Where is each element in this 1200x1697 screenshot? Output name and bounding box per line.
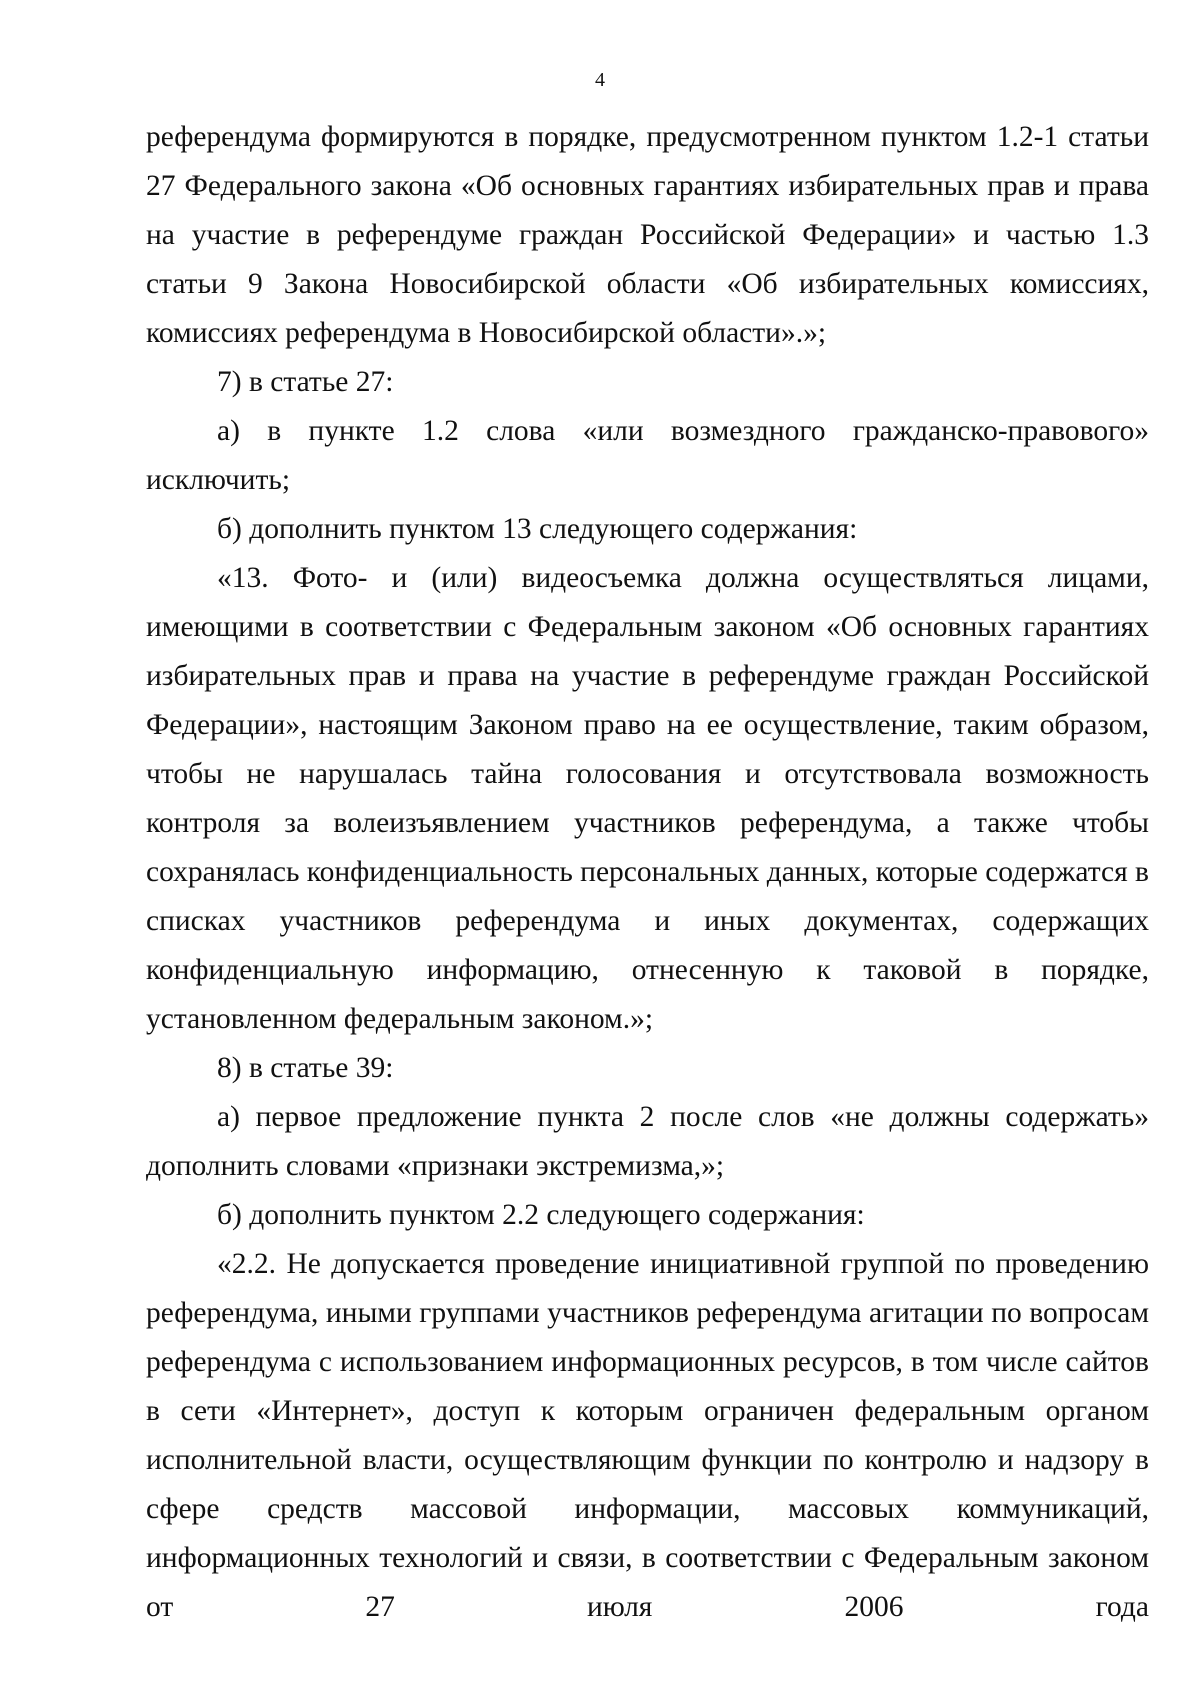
- paragraph-point-13: «13. Фото- и (или) видеосъемка должна осуществляться лицами, имеющими в соответствии с Федеральным законом «Об основных гарантиях избирательных прав и права на участие в референдуме граждан Российской Федерации», настоящим Законом право на ее осуществление, таким образом, чтобы не нарушалась тайна голосования и отсутствовала возможность контроля за волеизъявлением участников референдума, а также чтобы сохранялась конфиденциальность персональных данных, которые содержатся в списках участников референдума и иных документах, содержащих конфиденциальную информацию, отнесенную к таковой в порядке, установленном федеральным законом.»;: [146, 562, 1149, 1035]
- paragraph-item-7: 7) в статье 27:: [217, 366, 394, 398]
- paragraph-item-7b: б) дополнить пунктом 13 следующего содержания:: [217, 513, 858, 545]
- document-body: [146, 113, 1149, 1632]
- paragraph-item-8: 8) в статье 39:: [217, 1052, 394, 1084]
- paragraph-point-2-2: «2.2. Не допускается проведение инициативной группой по проведению референдума, иными группами участников референдума агитации по вопросам референдума с использованием информационных ресурсов, в том числе сайтов в сети «Интернет», доступ к которым ограничен федеральным органом исполнительной власти, осуществляющим функции по контролю и надзору в сфере средств массовой информации, массовых коммуникаций, информационных технологий и связи, в соответствии с Федеральным законом от 27 июля 2006 года: [146, 1248, 1149, 1623]
- paragraph-continuation: референдума формируются в порядке, предусмотренном пунктом 1.2-1 статьи 27 Федерального закона «Об основных гарантиях избирательных прав и права на участие в референдуме граждан Российской Федерации» и частью 1.3 статьи 9 Закона Новосибирской области «Об избирательных комиссиях, комиссиях референдума в Новосибирской области».»;: [146, 121, 1149, 349]
- paragraph-item-8b: б) дополнить пунктом 2.2 следующего содержания:: [217, 1199, 865, 1231]
- page-number: 4: [595, 69, 605, 91]
- paragraph-item-8a: а) первое предложение пункта 2 после слов «не должны содержать» дополнить словами «признаки экстремизма,»;: [146, 1101, 1149, 1182]
- paragraph-item-7a: а) в пункте 1.2 слова «или возмездного гражданско-правового» исключить;: [146, 415, 1149, 496]
